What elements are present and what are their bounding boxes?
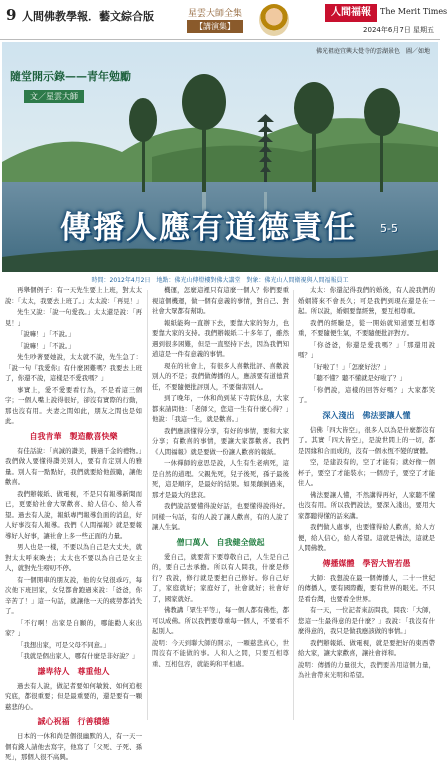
article-paragraph: 先生吵著要她說，太太就不說，先生急了：「說一句『我愛你』有什麼困難嗎？我要去上班了，你還不說，這樣是不愛我嗎？」 xyxy=(5,353,142,382)
article-paragraph: 我們的經驗是，從一開始就知道要互相尊重，不要隨便生氣，不要隨便批評對方。 xyxy=(298,318,435,337)
article-paragraph: 過去有人說，做記者要如何敏銳、如何追根究底，都很重要；但是最重要的，還是要有一顆慈悲的心。 xyxy=(5,681,142,711)
section-title: 人間佛教學報．藝文綜合版 xyxy=(22,10,154,23)
page-number: 9 xyxy=(6,6,17,24)
lecture-credit: 時間：2012年4月2日 地點：佛光山傳燈樓對佛大講堂 對象：佛光山人間衛視與人間福報員工 xyxy=(91,277,349,284)
masthead xyxy=(0,0,447,40)
column-author: 文／星雲大師 xyxy=(24,90,84,103)
portrait-image xyxy=(259,4,289,36)
article-paragraph: 有一個開車的朋友說，他的女兒很乖巧，每次他下班回家，女兒都會跑過來說：「爸爸，你辛苦了！」這一句話，就讓他一天的疲勞都消失了。 xyxy=(5,575,142,615)
article-paragraph: 我們說話要懂得說好話，也要懂得說得好。同樣一句話，有的人說了讓人歡喜，有的人說了讓人生氣。 xyxy=(152,502,289,531)
article-paragraph: 先生又說：「說一句愛我。」太太還是說：「再見！」 xyxy=(5,308,142,327)
article-paragraph: 「說嘛！」「不說。」 xyxy=(17,330,75,338)
series-title: 星雲大師全集 xyxy=(187,9,242,19)
article-paragraph: 事實上，愛不愛要看行為，不是看這三個字；一個人嘴上說得很好，卻沒有實際的行動，那也沒有用。夫妻之間如此，朋友之間也是如此。 xyxy=(5,385,142,425)
article-paragraph: 再舉個例子：有一天先生要上上班，對太太說：「太太，我要去上班了。」太太說：「再見！」 xyxy=(5,286,143,305)
section-heading: 謙卑待人 尊重他人 xyxy=(37,666,110,676)
issue-date: 2024年6月7日 星期五 xyxy=(363,26,434,34)
article-paragraph: 日本的一休和尚是個很幽默的人，有一天一個有錢人請他去寫字，他寫了「父死、子死、孫死」，那個人很不高興。 xyxy=(5,732,142,761)
article-paragraph: 有佳話說：「真誠的讚美，勝過千金的禮物。」我們做人要懂得讚美別人，要有肯定別人的雅量。別人有一點點好，我們就要給他鼓勵，讓他歡喜。 xyxy=(5,446,142,486)
article-paragraph: 太太：你還記得我們的婚後，有人說我們的婚姻將來不會長久；可是我們到現在還是在一起。所以說，婚姻要靠經營，要互相尊重。 xyxy=(298,286,435,315)
article-paragraph: 現在的社會上，有很多人喜歡批評、喜歡說別人的不是；我們做傳播的人，應該要有道德責任，不要隨便批評別人，不要傷害別人。 xyxy=(152,361,289,391)
section-heading: 誠心祝福 行善積德 xyxy=(37,717,110,726)
article-paragraph: 我們做人處事，也要懂得給人歡喜，給人方便，給人信心，給人希望。這就是佛法，這就是人間佛教。 xyxy=(298,523,435,552)
hero-photo xyxy=(2,42,438,272)
article-paragraph: 機運，怎麼這裡只有這麼一個人？你們要重視這個機運，做一個有意義的事情，對自己、對社會大眾都有幫助。 xyxy=(152,286,289,315)
article-paragraph: 「我想出家，可是父母不同意。」 xyxy=(17,640,110,649)
article-paragraph: 信佛「四大皆空」，很多人以為是什麼都沒有了。其實「四大皆空」，是說世間上的一切，都是因緣和合而成的，沒有一個永恆不變的實體。 xyxy=(298,425,435,455)
article-paragraph: 男人也是一樣，不要以為自己是大丈夫，就對太太呼來喚去；太太也不要以為自己是女主人，就對先生嘮叨不停。 xyxy=(5,543,142,572)
article-column-3 xyxy=(298,285,435,725)
article-note: 說明：今天到聯大師的開示，一顆慈悲真心，世間沒有不能做的事。人和人之間，只要互相尊重、互相包容，就能夠和平相處。 xyxy=(152,638,289,668)
article-paragraph: 「你爸爸，你還是愛我嗎？」「那還用說嗎？」 xyxy=(298,340,435,359)
article-paragraph: 「我就是個出家人，哪有什麼是非好說？」 xyxy=(17,652,139,660)
column-divider xyxy=(293,290,294,720)
article-paragraph: 我們應該懂得分享，有好的事情，要和大家分享；有歡喜的事情，要讓大家都歡喜。我們《人間福報》就是要做一份讓人歡喜的報紙。 xyxy=(152,426,289,456)
newspaper-logo xyxy=(325,4,447,22)
article-paragraph: 空，是建設有的，空了才能有；就好像一個杯子，要空了才能裝水；一個房子，要空了才能住人。 xyxy=(298,458,435,487)
section-heading: 深入淺出 佛法要讓人懂 xyxy=(322,410,411,420)
article-paragraph: 到了晚年，一休和尚到某下寺院休息，大家都來請問他：「老師父，您這一生有什麼心得？」他說：「我這一生，就是歡喜。」 xyxy=(152,394,289,423)
logo-english: The Merit Times xyxy=(380,7,447,16)
article-paragraph: 我們辦報紙、做電視，就是要把好的東西帶給大家，讓大家歡喜，讓社會祥和。 xyxy=(298,638,435,657)
series-subtitle: 【講演集】 xyxy=(187,20,243,33)
series-banner xyxy=(175,4,295,36)
article-column-2 xyxy=(152,285,289,725)
article-paragraph: 「你們說，這樣的回答好嗎？」大家都笑了。 xyxy=(298,385,435,404)
photo-caption: 佛光祖庭宜興大覺寺的雲湖景色 圖／如地 xyxy=(315,48,430,55)
section-heading: 傳播媒體 學習大智若愚 xyxy=(322,558,411,568)
article-paragraph: 「說嘛！」「不說。」 xyxy=(17,341,75,350)
article-paragraph: 佛教講「眾生平等」，每一個人都有佛性，都可以成佛。所以我們要尊重每一個人，不要看不起別人。 xyxy=(152,606,289,635)
article-paragraph: 一休禪師的意思是說，人生有生老病死，這是自然的道理。父親先死，兒子後死，孫子最後死，這是順序，是最好的結果。如果顛倒過來，那才是最大的悲哀。 xyxy=(152,459,289,499)
section-heading: 自我肯華 製造歡喜快樂 xyxy=(29,431,118,441)
part-number: 5-5 xyxy=(380,222,398,235)
article-column-1 xyxy=(5,285,143,761)
article-paragraph: 有一天，一位記者來訪問我，問我：「大師，您這一生最得意的是什麼？」我說：「我沒有什麼得意的，我只是做我應該做的事情。」 xyxy=(298,606,435,635)
column-divider xyxy=(147,290,148,720)
article-note: 說明：傳播的力量很大，我們要善用這個力量，為社會帶來光明和希望。 xyxy=(298,660,435,679)
column-tag xyxy=(10,68,131,106)
logo-chinese: 人間福報 xyxy=(325,4,377,22)
article-paragraph: 「好啦了！」「怎麼好法？」 xyxy=(310,362,390,371)
section-heading: 僧口萬人 自我健全做起 xyxy=(176,537,265,547)
article-paragraph: 我們辦報紙、做電視，不是只有報導新聞而已，更要給社會大眾歡喜、給人信心、給人希望。過去有人說，報紙專門報導負面的消息，好人好事沒有人報導。我們《人間福報》就是要報導好人好事，讓社會上多一些正面的力量。 xyxy=(5,489,142,540)
article-paragraph: 佛法要讓人懂，不然講得再好，人家聽不懂也沒有用。所以我們說法，要深入淺出，要用大家都聽得懂的話來講。 xyxy=(298,490,435,520)
article-paragraph: 大師：我想說在最一個傳播人，二十一世紀的傳播人，要有國際觀，要有世界的眼光。不只是看台灣，也要看全世界。 xyxy=(298,573,435,603)
article-paragraph: 「不行啊！出家是自願的，哪能勸人來出家？」 xyxy=(5,618,142,637)
article-paragraph: 「聽不懂？聽不懂就是好啦了？」 xyxy=(310,374,406,382)
article-headline: 傳播人應有道德責任 xyxy=(60,210,357,246)
article-paragraph: 報紙能夠一直辦下去，要靠大家的努力，也要靠大家的支持。我們辦報紙二十多年了，雖然遇到很多困難，但是一直堅持下去，因為我們知道這是一件有意義的事情。 xyxy=(152,318,289,358)
article-paragraph: 愛自己，就要當下要尊敬自己，人生是自己的，要自己去承擔。所以有人問我，什麼是修行？我說，修行就是要把自己修好。你自己好了，家庭就好；家庭好了，社會就好；社會好了，國家就好。 xyxy=(152,552,289,603)
column-name: 隨堂開示錄——青年勉勵 xyxy=(10,70,131,83)
